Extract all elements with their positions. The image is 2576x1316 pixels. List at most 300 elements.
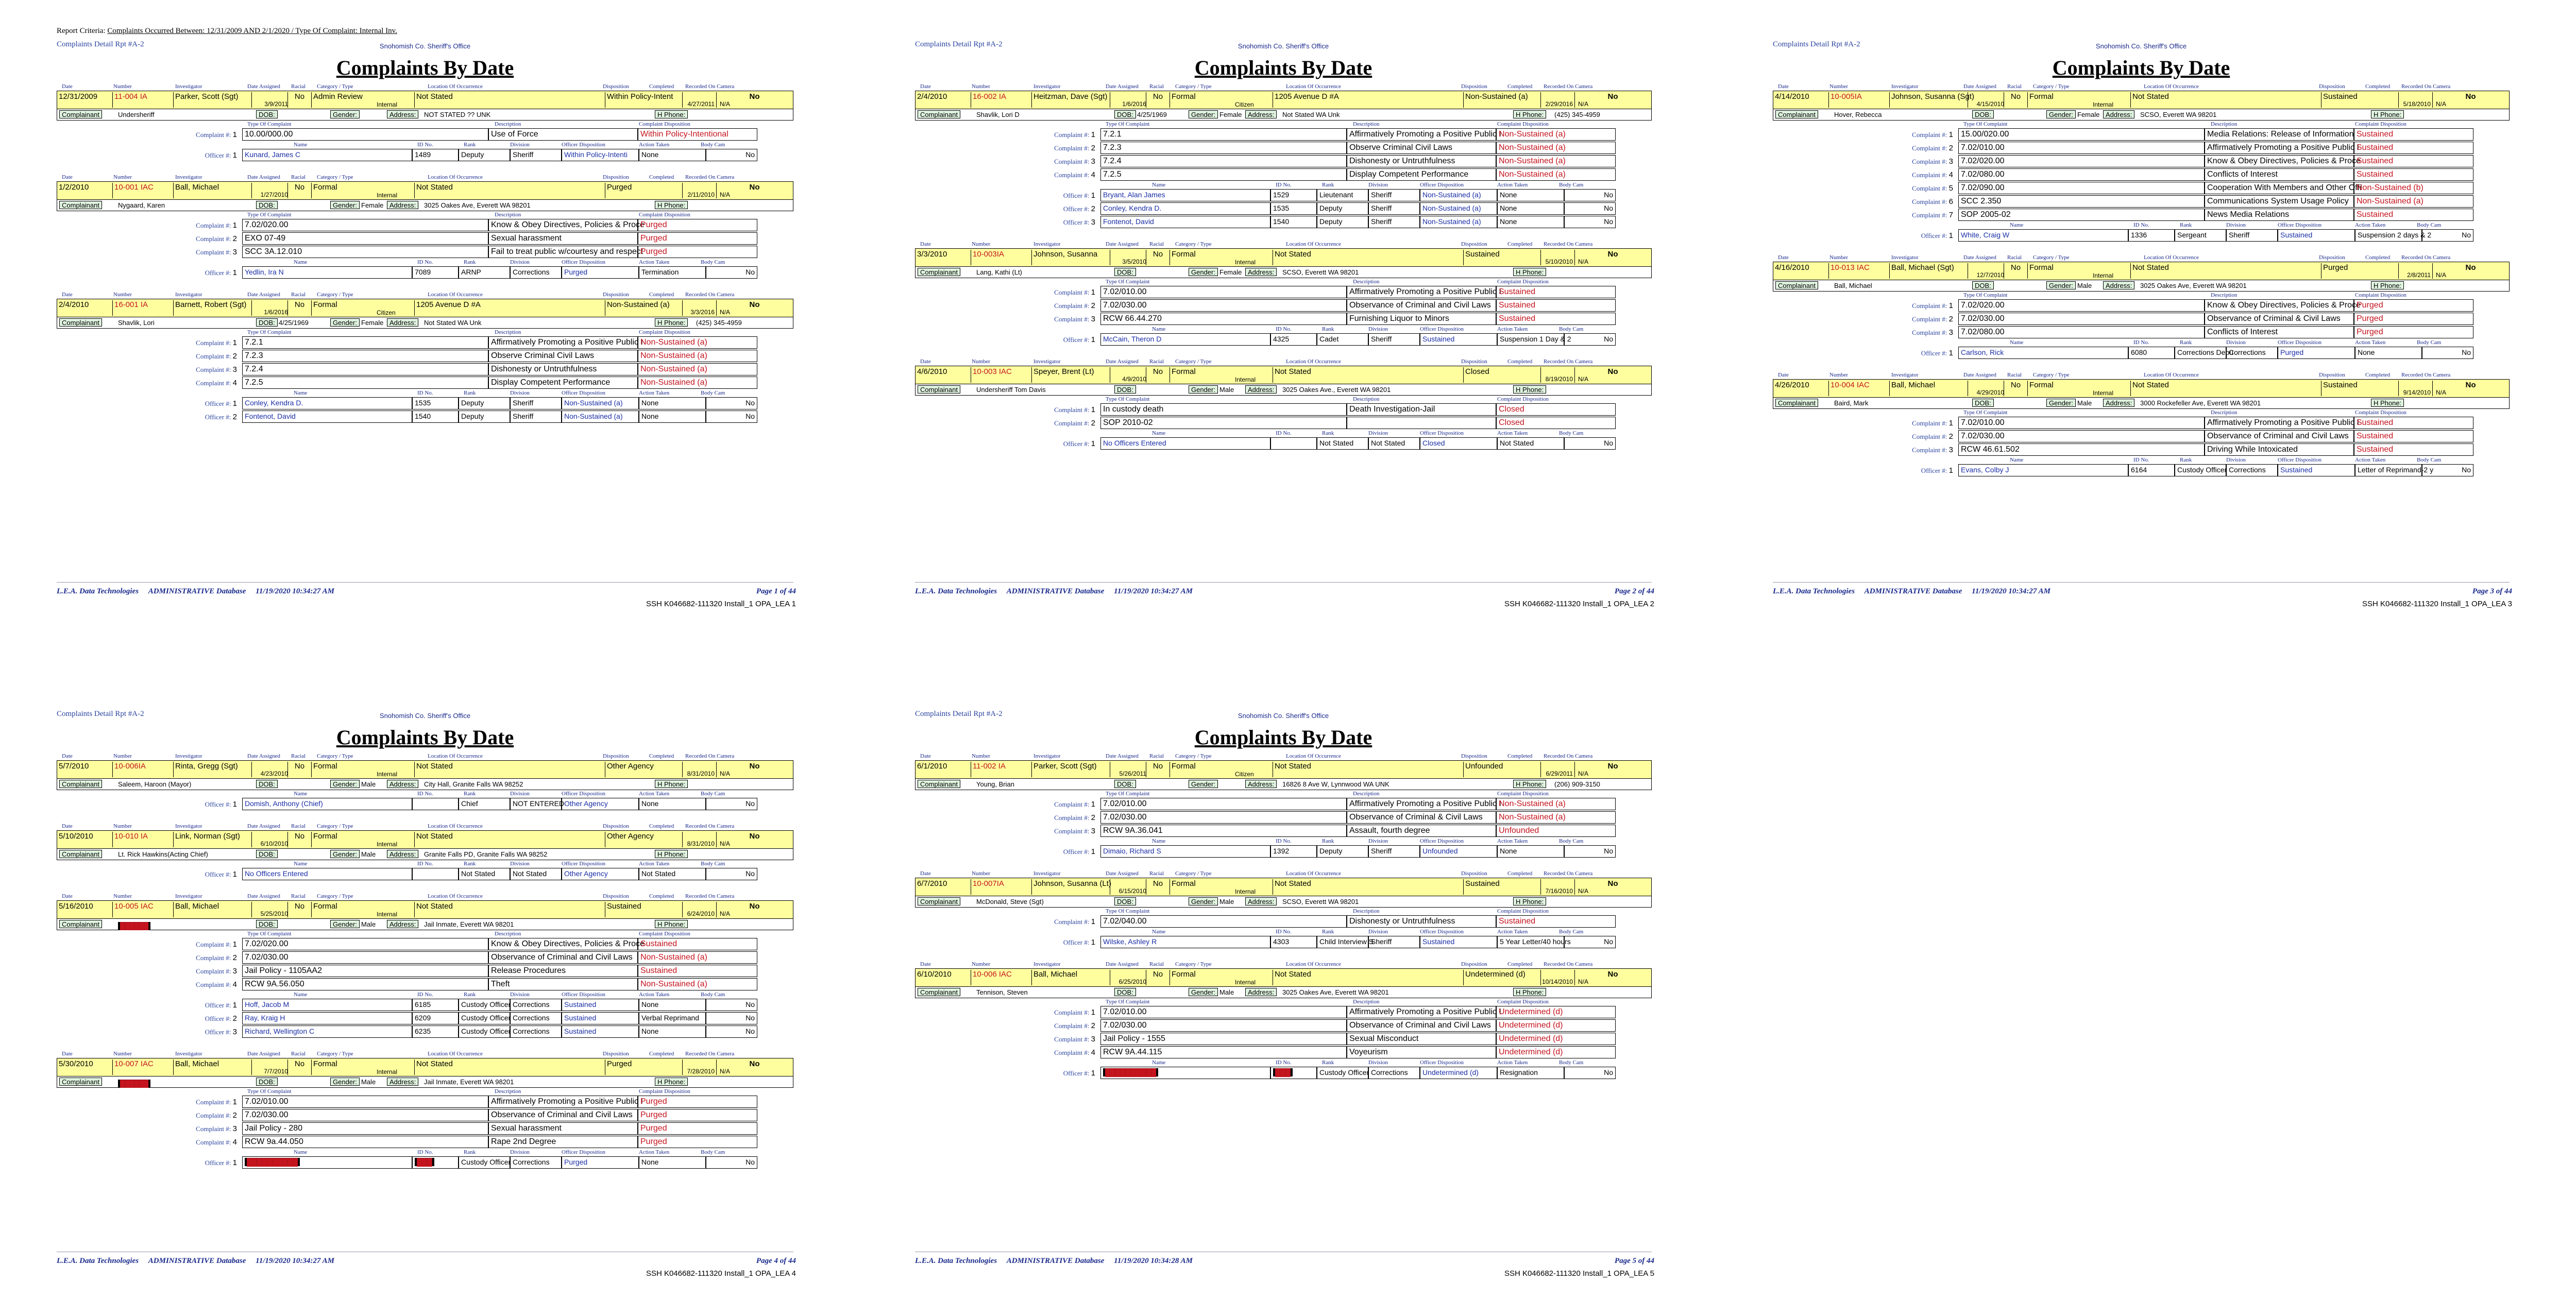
officer-rank: Custody Officer (459, 1026, 510, 1038)
address-label: Address: (387, 780, 418, 788)
label-type-of-complaint: Type Of Complaint (247, 121, 292, 127)
completed-na: N/A (1578, 978, 1589, 985)
complaint-row[interactable] (1773, 141, 2510, 155)
officer-division: Not Stated (1368, 437, 1420, 450)
officer-index: 3 (232, 1028, 237, 1036)
complainant-address: Jail Inmate, Everett WA 98201 (424, 920, 514, 928)
officer-row[interactable] (915, 202, 1652, 215)
label-id-no: ID No. (1276, 182, 1292, 188)
label-complaint-disposition: Complaint Disposition (639, 1088, 690, 1095)
case-racial: No (288, 762, 312, 777)
label-category: Category / Type (317, 292, 353, 298)
complainant-row[interactable] (57, 317, 793, 329)
case-location: Not Stated (1273, 367, 1464, 383)
officer-disposition: Undetermined (d) (1420, 1067, 1497, 1079)
complaint-disposition: Non-Sustained (a) (1496, 128, 1616, 141)
case-summary-row[interactable] (57, 299, 793, 317)
completed-value: 2/29/2016 (1545, 100, 1573, 108)
complaint-row[interactable] (1773, 443, 2510, 456)
label-rank: Rank (1322, 838, 1334, 844)
case-summary-row[interactable] (915, 968, 1652, 987)
officer-number (1023, 1069, 1095, 1078)
case-summary-row[interactable] (57, 900, 793, 919)
complaint-row[interactable] (1773, 155, 2510, 168)
complaint-row[interactable] (57, 1095, 793, 1108)
complaint-label: Complaint #: (1912, 433, 1947, 440)
complaint-disposition: Purged (2354, 326, 2473, 338)
case-number: 16-001 IA (113, 300, 174, 316)
complaint-row[interactable] (57, 937, 793, 951)
label-division: Division (2226, 457, 2246, 463)
complaint-index: 4 (1948, 170, 1953, 179)
complaint-number (1881, 419, 1953, 428)
officer-name[interactable]: McCain, Theron D (1100, 333, 1270, 346)
complaint-index: 4 (232, 1138, 237, 1147)
complaint-row[interactable] (57, 349, 793, 363)
complaint-row[interactable] (57, 363, 793, 376)
complainant-row[interactable] (57, 1076, 793, 1088)
complainant-address: SCSO, Everett WA 98201 (1282, 268, 1359, 276)
completed-value: 6/29/2011 (1546, 770, 1573, 777)
complaint-index: 2 (1948, 315, 1953, 323)
complaint-description: News Media Relations (2205, 209, 2354, 221)
officer-name[interactable]: Dimaio, Richard S (1100, 845, 1270, 858)
case-location: Not Stated (415, 902, 605, 917)
complaint-index: 4 (232, 379, 237, 387)
label-date-assigned: Date Assigned (247, 1051, 280, 1057)
address-label: Address: (387, 110, 418, 118)
officer-id (1270, 437, 1317, 450)
complaint-description: Driving While Intoxicated (2205, 443, 2354, 456)
case-racial: No (1146, 250, 1170, 265)
case-summary-row[interactable] (1773, 379, 2510, 398)
complaint-index: 2 (1091, 301, 1095, 310)
complaint-row[interactable] (915, 1005, 1652, 1019)
complaint-row[interactable] (1773, 430, 2510, 443)
officer-row[interactable] (57, 148, 793, 162)
officer-name[interactable]: Carlson, Rick (1958, 347, 2128, 359)
complaint-number (165, 234, 237, 243)
complainant-row[interactable] (915, 987, 1652, 998)
label-investigator: Investigator (175, 893, 202, 899)
complaint-label: Complaint #: (196, 379, 231, 387)
complaint-row[interactable] (57, 128, 793, 141)
complaint-row[interactable] (1773, 208, 2510, 221)
complaint-label: Complaint #: (196, 221, 231, 229)
officer-division: Corrections (2226, 464, 2278, 476)
officer-disposition: Other Agency (562, 868, 639, 880)
complaint-description: Observance of Criminal & Civil Laws (2205, 313, 2354, 325)
agency-name: Snohomish Co. Sheriff's Office (379, 42, 471, 50)
gender-label: Gender: (330, 920, 360, 928)
complaint-number (1023, 1021, 1095, 1030)
case-record (57, 751, 793, 811)
case-recorded: No (749, 300, 760, 309)
case-location: Not Stated (2131, 263, 2321, 279)
complaint-index: 1 (1091, 288, 1095, 297)
complaint-row[interactable] (915, 1046, 1652, 1059)
officer-row[interactable] (57, 1025, 793, 1038)
complaint-number (1023, 405, 1095, 414)
complaint-label: Complaint #: (1912, 171, 1947, 179)
officer-name[interactable]: Richard, Wellington C (242, 1026, 412, 1038)
complaint-row[interactable] (915, 1032, 1652, 1046)
officer-label: Officer #: (205, 413, 231, 421)
case-header-labels (915, 240, 1652, 248)
officer-rank: Not Stated (459, 868, 510, 880)
officer-labels (1773, 456, 2510, 464)
complainant-label: Complainant (918, 897, 960, 905)
case-record (57, 289, 793, 423)
officer-row[interactable] (57, 1156, 793, 1169)
complaint-row[interactable] (915, 797, 1652, 811)
case-summary-row[interactable] (57, 830, 793, 849)
complaint-row[interactable] (915, 824, 1652, 838)
label-action-taken: Action Taken (639, 992, 670, 998)
complaint-row[interactable] (915, 155, 1652, 168)
officer-body-cam: No (1564, 189, 1616, 201)
report-name: Complaints Detail Rpt #A-2 (1773, 40, 1860, 48)
label-location: Location Of Occurrence (1286, 870, 1341, 877)
case-date: 4/16/2010 (1773, 263, 1829, 279)
label-type-of-complaint: Type Of Complaint (1106, 999, 1150, 1005)
case-header-labels (915, 357, 1652, 366)
officer-body-cam: No (1564, 216, 1616, 228)
complaint-row[interactable] (915, 128, 1652, 141)
officer-number (165, 800, 237, 809)
complaint-row[interactable] (1773, 416, 2510, 430)
complaint-row[interactable] (57, 336, 793, 349)
officer-row[interactable] (915, 333, 1652, 346)
complaint-description: Observe Criminal Civil Laws (1347, 142, 1496, 154)
complaint-origin-type: Internal (1235, 888, 1256, 895)
officer-name[interactable]: Conley, Kendra D. (242, 397, 412, 409)
label-id-no: ID No. (2133, 222, 2149, 228)
officer-name[interactable]: Evans, Colby J (1958, 464, 2128, 476)
officer-name[interactable]: No Officers Entered (242, 868, 412, 880)
report-criteria-label: Report Criteria: (57, 27, 106, 35)
label-complaint-disposition: Complaint Disposition (1497, 396, 1549, 402)
label-location: Location Of Occurrence (428, 174, 483, 180)
complaint-labels (57, 211, 793, 218)
complainant-row[interactable] (1773, 398, 2510, 409)
case-date: 6/7/2010 (916, 879, 971, 895)
completed-na: N/A (1578, 258, 1589, 265)
complaint-number (1881, 328, 1953, 337)
complaint-origin-type: Internal (1235, 979, 1256, 986)
complaint-number (1023, 1048, 1095, 1057)
gender-label: Gender: (1189, 780, 1218, 788)
label-date-assigned: Date Assigned (1106, 358, 1139, 365)
complainant-name: Nygaard, Karen (118, 201, 165, 209)
officer-disposition: Sustained (2278, 464, 2355, 476)
label-date: Date (1778, 83, 1789, 90)
complainant-row[interactable] (57, 200, 793, 211)
label-action-taken: Action Taken (2355, 222, 2386, 228)
officer-name[interactable]: Conley, Kendra D. (1100, 202, 1270, 215)
complaint-label: Complaint #: (1054, 131, 1090, 139)
complaint-description: Know & Obey Directives, Policies & Proce (2205, 299, 2354, 312)
case-summary-row[interactable] (57, 181, 793, 200)
complaint-row[interactable] (1773, 128, 2510, 141)
report-page (57, 0, 860, 639)
officer-row[interactable] (57, 266, 793, 279)
label-date: Date (62, 823, 73, 829)
case-summary-row[interactable] (57, 760, 793, 779)
case-record (57, 891, 793, 1038)
case-location: Not Stated (415, 183, 605, 198)
complaint-index: 1 (1948, 301, 1953, 310)
officer-row[interactable] (1773, 464, 2510, 477)
complaint-number (1023, 1008, 1095, 1017)
complaint-row[interactable] (915, 416, 1652, 430)
complaint-disposition: Non-Sustained (a) (1496, 168, 1616, 181)
officer-disposition: Sustained (1420, 333, 1497, 346)
officer-name[interactable]: Fontenot, David (1100, 216, 1270, 228)
officer-row[interactable] (57, 998, 793, 1012)
complaint-row[interactable] (57, 1135, 793, 1149)
complaint-number (165, 1138, 237, 1147)
address-label: Address: (387, 201, 418, 209)
case-summary-row[interactable] (1773, 262, 2510, 280)
officer-division: Sheriff (510, 397, 562, 409)
label-number: Number (113, 893, 132, 899)
complaint-origin-type: Internal (1235, 376, 1256, 383)
officer-row[interactable] (915, 189, 1652, 202)
officer-label: Officer #: (205, 400, 231, 407)
complaint-row[interactable] (915, 141, 1652, 155)
complainant-row[interactable] (915, 779, 1652, 790)
officer-row[interactable] (57, 867, 793, 881)
case-summary-row[interactable] (915, 760, 1652, 779)
case-location: Not Stated (415, 92, 605, 108)
complainant-row[interactable] (915, 384, 1652, 396)
case-summary-row[interactable] (57, 91, 793, 109)
hphone-label: H Phone: (1513, 110, 1546, 118)
case-racial: No (288, 92, 312, 108)
gender-label: Gender: (1189, 110, 1218, 118)
label-disposition: Disposition (603, 174, 629, 180)
complaint-row[interactable] (915, 1019, 1652, 1032)
label-name: Name (2010, 457, 2024, 463)
officer-name[interactable]: Kunard, James C (242, 149, 412, 161)
officer-row[interactable] (57, 797, 793, 811)
complaint-index: 2 (232, 953, 237, 962)
complainant-row[interactable] (1773, 109, 2510, 121)
complaint-label: Complaint #: (196, 248, 231, 256)
officer-row[interactable] (57, 1012, 793, 1025)
complaint-row[interactable] (57, 1108, 793, 1122)
complaint-index: 3 (232, 967, 237, 976)
complaint-row[interactable] (57, 978, 793, 991)
complaint-row[interactable] (57, 245, 793, 259)
complaint-row[interactable] (57, 964, 793, 978)
complaint-row[interactable] (1773, 326, 2510, 339)
complaint-description: Affirmatively Promoting a Positive Public I (2205, 142, 2354, 154)
case-racial: No (288, 902, 312, 917)
label-disposition: Disposition (603, 893, 629, 899)
complaint-type: RCW 46.61.502 (1958, 443, 2205, 456)
case-list (1773, 81, 2510, 487)
officer-row[interactable] (915, 935, 1652, 949)
label-date-assigned: Date Assigned (247, 174, 280, 180)
complaint-row[interactable] (1773, 312, 2510, 326)
label-body-cam: Body Cam (2417, 222, 2442, 228)
complaint-labels (57, 121, 793, 128)
complaint-row[interactable] (1773, 181, 2510, 195)
officer-id (1270, 1067, 1317, 1079)
case-disposition: Unfounded (1464, 762, 1541, 777)
officer-row[interactable] (57, 410, 793, 423)
label-description: Description (1353, 396, 1380, 402)
case-recorded: No (1607, 92, 1618, 101)
officer-name[interactable]: White, Craig W (1958, 229, 2128, 242)
officer-number (165, 268, 237, 277)
complaint-label: Complaint #: (1054, 406, 1090, 414)
case-category: Formal (2028, 92, 2131, 108)
complainant-row[interactable] (57, 919, 793, 930)
case-summary-row[interactable] (1773, 91, 2510, 109)
footer-ssh: SSH K046682-111320 Install_1 OPA_LEA 2 (1504, 600, 1654, 608)
officer-row[interactable] (57, 397, 793, 410)
complainant-row[interactable] (57, 849, 793, 860)
case-summary-row[interactable] (57, 1058, 793, 1076)
officer-number (1881, 349, 1953, 357)
officer-name[interactable] (242, 1156, 412, 1169)
case-summary-row[interactable] (915, 366, 1652, 384)
complaint-row[interactable] (57, 376, 793, 389)
label-action-taken: Action Taken (639, 142, 670, 148)
officer-row[interactable] (1773, 346, 2510, 360)
complaint-description: Media Relations: Release of Information (2205, 128, 2354, 141)
complainant-address: 3000 Rockefeller Ave, Everett WA 98201 (2140, 399, 2261, 407)
footer-company: L.E.A. Data Technologies (57, 587, 139, 595)
complaint-disposition: Non-Sustained (a) (1496, 798, 1616, 810)
officer-name[interactable]: No Officers Entered (1100, 437, 1270, 450)
complaint-description: Sexual harassment (488, 232, 638, 245)
complaint-row[interactable] (915, 285, 1652, 299)
officer-label: Officer #: (1063, 848, 1090, 856)
case-spacer (915, 1080, 1652, 1090)
complainant-row[interactable] (1773, 280, 2510, 292)
case-category: Formal (312, 183, 415, 198)
case-summary-row[interactable] (915, 91, 1652, 109)
complaint-row[interactable] (1773, 195, 2510, 208)
complaint-disposition: Sustained (1496, 299, 1616, 312)
complainant-dob: 4/25/1969 (279, 319, 309, 327)
case-header-labels (57, 752, 793, 760)
officer-row[interactable] (1773, 229, 2510, 242)
complaint-description: Observance of Criminal and Civil Laws (488, 951, 638, 964)
officer-name[interactable]: Hoff, Jacob M (242, 999, 412, 1011)
case-spacer (915, 858, 1652, 868)
label-description: Description (1353, 121, 1380, 127)
officer-row[interactable] (915, 215, 1652, 229)
label-number: Number (113, 174, 132, 180)
footer-db: ADMINISTRATIVE Database (1006, 587, 1105, 595)
complaint-disposition: Purged (638, 1096, 757, 1108)
complaint-label: Complaint #: (196, 967, 231, 975)
date-assigned-value: 6/10/2010 (260, 840, 288, 847)
officer-name[interactable]: Ray, Kraig H (242, 1012, 412, 1024)
officer-name[interactable]: Bryant, Alan James (1100, 189, 1270, 201)
complaint-row[interactable] (915, 299, 1652, 312)
complaint-disposition: Closed (1496, 417, 1616, 429)
complaint-row[interactable] (915, 168, 1652, 181)
case-summary-row[interactable] (915, 248, 1652, 267)
officer-number (1881, 466, 1953, 475)
complainant-row[interactable] (915, 109, 1652, 121)
footer-timestamp: 11/19/2020 10:34:27 AM (256, 587, 334, 595)
officer-rank: Custody Officer (1317, 1067, 1368, 1079)
label-description: Description (1353, 279, 1380, 285)
case-investigator: Rinta, Gregg (Sgt) (174, 762, 252, 777)
complainant-row[interactable] (57, 109, 793, 121)
complaint-origin-type: Internal (377, 101, 398, 108)
case-investigator: Ball, Michael (1890, 381, 1968, 396)
complaint-row[interactable] (57, 232, 793, 245)
complaint-row[interactable] (57, 951, 793, 964)
officer-labels (57, 991, 793, 998)
complaint-row[interactable] (915, 811, 1652, 824)
complaint-row[interactable] (57, 218, 793, 232)
label-racial: Racial (1149, 358, 1164, 365)
label-racial: Racial (1149, 83, 1164, 90)
officer-rank: ARNP (459, 266, 510, 279)
case-record (915, 356, 1652, 450)
complaint-index: 3 (1091, 827, 1095, 835)
officer-name[interactable] (1100, 1067, 1270, 1079)
case-date: 12/31/2009 (57, 92, 113, 108)
complainant-name: Undersheriff Tom Davis (976, 386, 1046, 394)
officer-action-taken: None (639, 397, 706, 409)
officer-name[interactable]: Wilske, Ashley R (1100, 936, 1270, 948)
complaint-row[interactable] (57, 1122, 793, 1135)
officer-row[interactable] (915, 437, 1652, 450)
complainant-row[interactable] (915, 896, 1652, 908)
officer-row[interactable] (915, 1066, 1652, 1080)
case-date: 5/16/2010 (57, 902, 113, 917)
officer-name[interactable]: Domish, Anthony (Chief) (242, 798, 412, 810)
complaint-description: Voyeurism (1347, 1046, 1496, 1058)
complainant-row[interactable] (57, 779, 793, 790)
complaint-type: SOP 2005-02 (1958, 209, 2205, 221)
complaint-row[interactable] (1773, 299, 2510, 312)
complaint-row[interactable] (915, 403, 1652, 416)
officer-row[interactable] (915, 845, 1652, 858)
complaint-disposition: Sustained (2354, 443, 2473, 456)
officer-name[interactable]: Fontenot, David (242, 411, 412, 423)
case-date: 3/3/2010 (916, 250, 971, 265)
case-spacer (915, 346, 1652, 356)
label-disposition: Disposition (603, 753, 629, 759)
hphone-label: H Phone: (655, 1078, 688, 1086)
case-location: Not Stated (1273, 879, 1464, 895)
complaint-row[interactable] (915, 312, 1652, 326)
complainant-row[interactable] (915, 267, 1652, 278)
complaint-description: Dishonesty or Untruthfulness (1347, 915, 1496, 928)
completed-na: N/A (1578, 887, 1589, 895)
complaint-index: 4 (1091, 1048, 1095, 1057)
officer-body-cam: No (1564, 437, 1616, 450)
case-summary-row[interactable] (915, 878, 1652, 896)
officer-name[interactable]: Yedlin, Ira N (242, 266, 412, 279)
complaint-row[interactable] (1773, 168, 2510, 181)
complaint-row[interactable] (915, 915, 1652, 928)
footer-db: ADMINISTRATIVE Database (148, 587, 246, 595)
label-rank: Rank (1322, 430, 1334, 436)
complaint-number (1881, 446, 1953, 454)
